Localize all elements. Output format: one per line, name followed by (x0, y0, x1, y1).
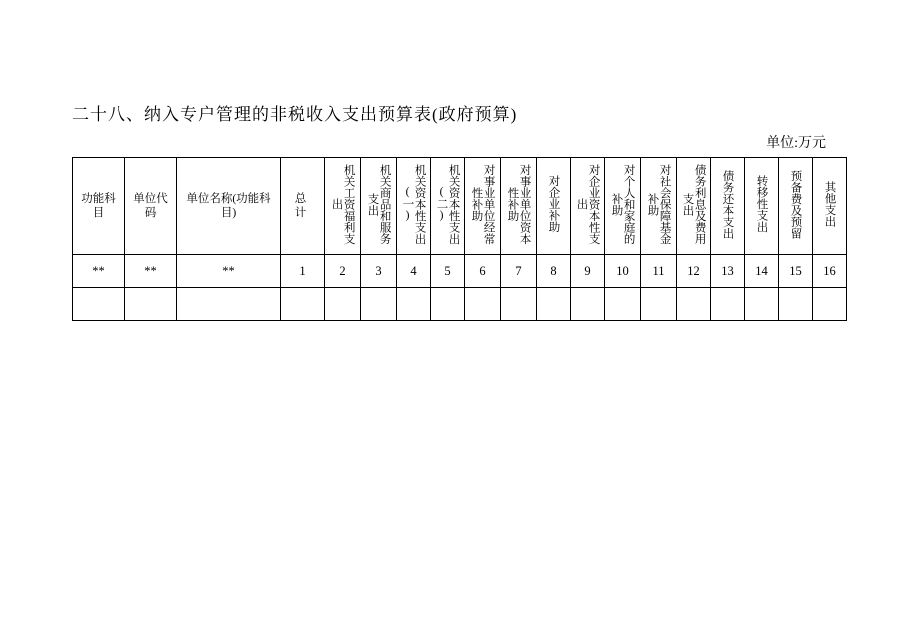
column-header-agency-salary-welfare: 机关工资福利支出 (325, 158, 361, 255)
table-cell (125, 288, 177, 321)
table-cell: 15 (779, 255, 813, 288)
table-cell (779, 288, 813, 321)
table-cell: 8 (537, 255, 571, 288)
column-header-enterprise-subsidy: 对企业补助 (537, 158, 571, 255)
table-cell: 16 (813, 255, 847, 288)
table-cell: 12 (677, 255, 711, 288)
table-cell (431, 288, 465, 321)
table-cell: 6 (465, 255, 501, 288)
table-cell: 1 (281, 255, 325, 288)
column-header-total: 总 计 (281, 158, 325, 255)
column-header-unit-name: 单位名称(功能科目) (177, 158, 281, 255)
table-cell: 13 (711, 255, 745, 288)
table-cell (571, 288, 605, 321)
table-cell (177, 288, 281, 321)
column-header-agency-capital-2: 机关资本性支出(二) (431, 158, 465, 255)
table-cell (605, 288, 641, 321)
table-cell: ** (125, 255, 177, 288)
table-cell: 9 (571, 255, 605, 288)
table-cell: 4 (397, 255, 431, 288)
table-cell: 14 (745, 255, 779, 288)
table-cell: 5 (431, 255, 465, 288)
table-row (73, 288, 847, 321)
column-header-institution-regular-subsidy: 对事业单位经常性补助 (465, 158, 501, 255)
table-cell (501, 288, 537, 321)
table-cell (813, 288, 847, 321)
table-cell: 11 (641, 255, 677, 288)
table-cell: ** (73, 255, 125, 288)
column-header-reserve-funds: 预备费及预留 (779, 158, 813, 255)
column-header-debt-principal: 债务还本支出 (711, 158, 745, 255)
table-cell (325, 288, 361, 321)
table-cell: 3 (361, 255, 397, 288)
column-header-debt-interest: 债务利息及费用支出 (677, 158, 711, 255)
table-cell (73, 288, 125, 321)
table-cell (711, 288, 745, 321)
column-header-enterprise-capital: 对企业资本性支出 (571, 158, 605, 255)
table-cell (641, 288, 677, 321)
table-cell (745, 288, 779, 321)
table-cell (537, 288, 571, 321)
table-header-row (73, 158, 847, 255)
table-cell (397, 288, 431, 321)
page-title: 二十八、纳入专户管理的非税收入支出预算表(政府预算) (72, 105, 518, 124)
column-header-other-expenditure: 其他支出 (813, 158, 847, 255)
table-cell: 10 (605, 255, 641, 288)
table-cell: 7 (501, 255, 537, 288)
column-header-agency-goods-services: 机关商品和服务支出 (361, 158, 397, 255)
column-header-agency-capital-1: 机关资本性支出(一) (397, 158, 431, 255)
column-header-social-security-subsidy: 对社会保障基金补助 (641, 158, 677, 255)
table-cell (465, 288, 501, 321)
budget-table (72, 157, 847, 321)
table-cell (677, 288, 711, 321)
unit-label: 单位:万元 (766, 136, 826, 151)
table-cell (281, 288, 325, 321)
column-header-individual-family-subsidy: 对个人和家庭的补助 (605, 158, 641, 255)
table-cell: ** (177, 255, 281, 288)
column-header-institution-capital-subsidy: 对事业单位资本性补助 (501, 158, 537, 255)
column-header-unit-code: 单位代码 (125, 158, 177, 255)
budget-table-container (72, 157, 836, 321)
table-cell: 2 (325, 255, 361, 288)
column-header-transfer-expenditure: 转移性支出 (745, 158, 779, 255)
table-cell (361, 288, 397, 321)
column-header-function-subject: 功能科目 (73, 158, 125, 255)
table-row (73, 255, 847, 288)
